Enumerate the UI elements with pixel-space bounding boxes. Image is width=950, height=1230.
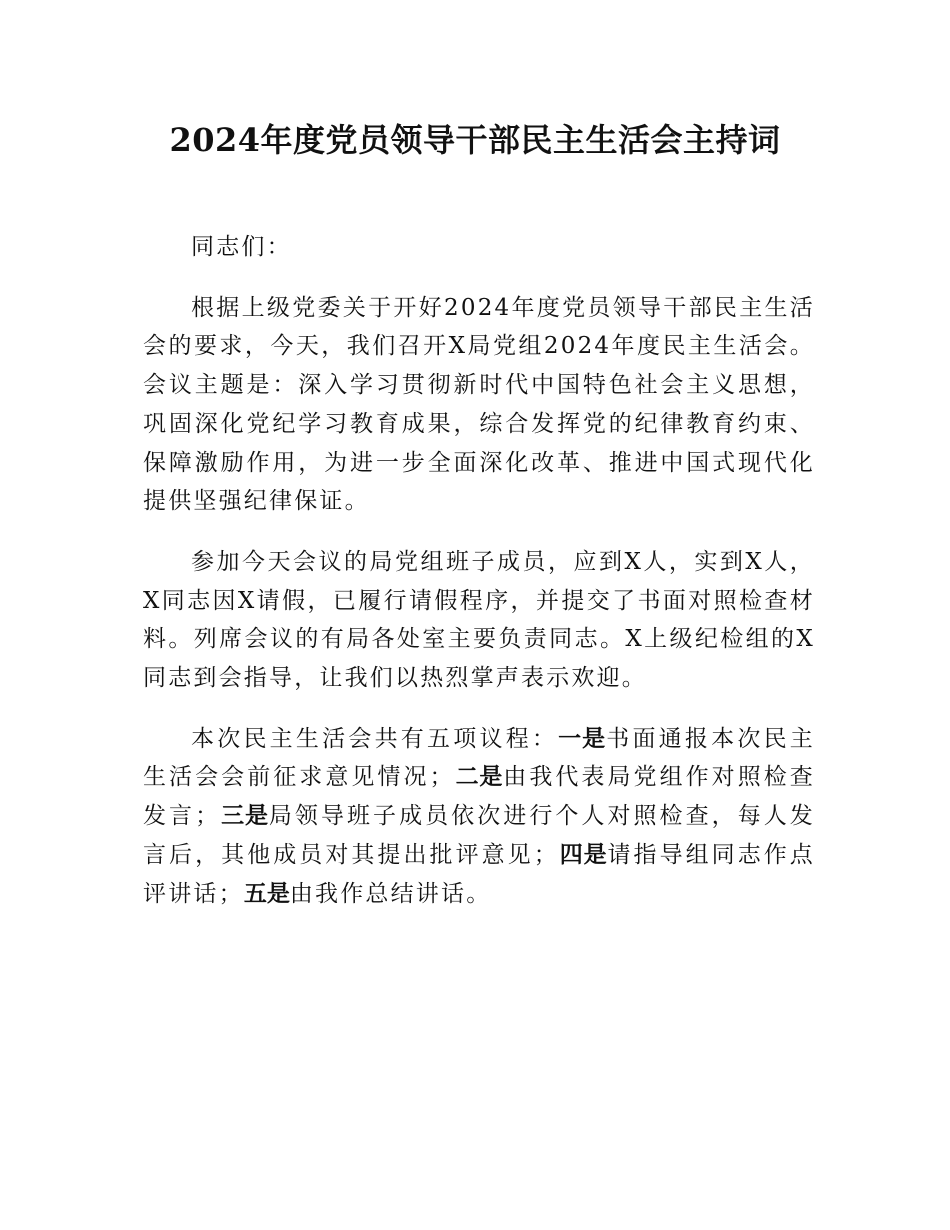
agenda-item-3-text: 局领导班子成员依次进行个人对照检查，每人发言后，其他成员对其提出批评意见； [143,803,815,868]
agenda-item-2-text: 由我代表局党组作对照检查发言； [143,764,816,830]
paragraph-attendance: 参加今天会议的局党组班子成员，应到X人，实到X人，X同志因X请假，已履行请假程序，并提交了书面对照检查材料。列席会议的有局各处室主要负责同志。X上级纪检组的X同志到会指导，让我们以热烈掌声表示欢迎。 [143,548,815,692]
agenda-item-5-lead: 五是 [243,880,290,907]
agenda-item-5-text: 由我作总结讲话。 [289,880,492,907]
agenda-item-2-lead: 二是 [454,764,504,791]
agenda-intro: 本次民主生活会共有五项议程： [191,725,559,752]
paragraph-agenda [143,720,815,914]
agenda-item-1-lead: 一是 [558,725,607,752]
paragraph-meeting-purpose: 根据上级党委关于开好2024年度党员领导干部民主生活会的要求，今天，我们召开X局党组2024年度民主生活会。会议主题是：深入学习贯彻新时代中国特色社会主义思想，巩固深化党纪学习教育成果，综合发挥党的纪律教育约束、保障激励作用，为进一步全面深化改革、推进中国式现代化提供坚强纪律保证。 [143,294,815,515]
agenda-item-1-text: 书面通报本次民主生活会会前征求意见情况； [143,725,815,791]
agenda-item-4-text: 请指导组同志作点评讲话； [143,841,816,907]
agenda-item-4-lead: 四是 [558,841,608,868]
salutation: 同志们： [191,234,292,260]
agenda-item-3-lead: 三是 [220,803,269,830]
document-body [143,228,815,935]
document-title: 2024年度党员领导干部民主生活会主持词 [169,121,781,159]
